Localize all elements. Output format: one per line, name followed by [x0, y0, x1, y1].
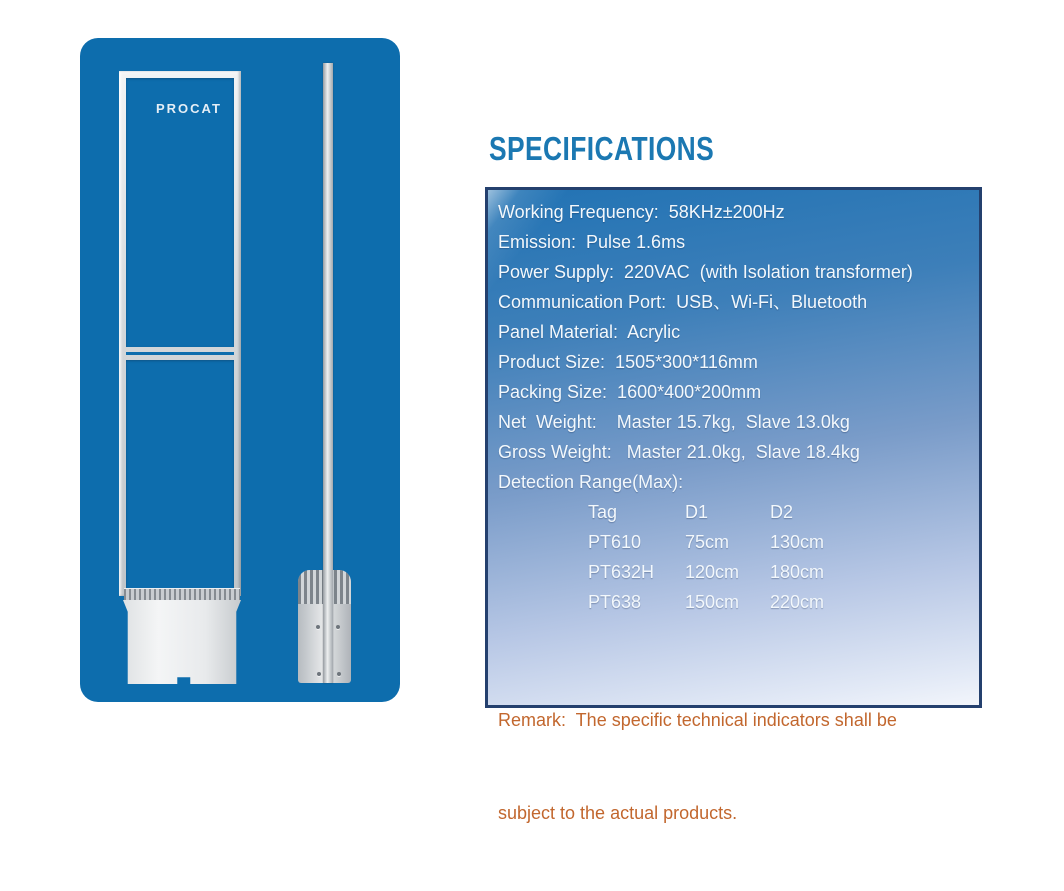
table-row — [588, 557, 973, 587]
remark-text — [498, 643, 973, 891]
screw-icon — [336, 625, 340, 629]
antenna-divider-gap — [126, 352, 234, 355]
table-cell-d1: 120cm — [685, 562, 740, 582]
table-header-row — [588, 497, 973, 527]
table-header-tag: Tag — [588, 502, 618, 522]
table-row — [588, 527, 973, 557]
spec-line-working-frequency: Working Frequency: 58KHz±200Hz — [498, 202, 785, 222]
antenna-front-base — [123, 588, 241, 683]
brand-label: PROCAT — [156, 101, 222, 116]
spec-line-detection-range: Detection Range(Max): — [498, 472, 684, 492]
front-base-vents — [124, 588, 240, 600]
table-cell-tag: PT638 — [588, 592, 642, 612]
product-image-panel — [80, 38, 400, 702]
spec-line-panel-material: Panel Material: Acrylic — [498, 322, 681, 342]
spec-line-power-supply: Power Supply: 220VAC (with Isolation transformer) — [498, 262, 913, 282]
specifications-panel — [485, 187, 982, 823]
antenna-lower-window — [126, 360, 234, 596]
spec-line-net-weight: Net Weight: Master 15.7kg, Slave 13.0kg — [498, 412, 850, 432]
antenna-side-pole — [323, 63, 333, 683]
screw-icon — [337, 672, 341, 676]
detection-range-table — [588, 497, 973, 617]
spec-line-communication-port: Communication Port: USB、Wi-Fi、Bluetooth — [498, 292, 868, 312]
antenna-upper-window — [126, 78, 234, 347]
table-header-d1: D1 — [685, 502, 709, 522]
table-cell-tag: PT632H — [588, 562, 655, 582]
table-row — [588, 587, 973, 617]
table-header-d2: D2 — [770, 502, 794, 522]
table-cell-tag: PT610 — [588, 532, 642, 552]
table-cell-d2: 130cm — [770, 532, 825, 552]
table-cell-d1: 150cm — [685, 592, 740, 612]
spec-line-product-size: Product Size: 1505*300*116mm — [498, 352, 758, 372]
antenna-front-view — [119, 71, 241, 596]
specifications-title: SPECIFICATIONS — [489, 130, 715, 167]
table-cell-d2: 180cm — [770, 562, 825, 582]
remark-line-1: Remark: The specific technical indicators shall be — [498, 710, 897, 730]
spec-line-gross-weight: Gross Weight: Master 21.0kg, Slave 18.4kg — [498, 442, 860, 462]
screw-icon — [316, 625, 320, 629]
front-base-body — [123, 600, 241, 684]
screw-icon — [317, 672, 321, 676]
specifications-content — [488, 190, 979, 891]
spec-line-packing-size: Packing Size: 1600*400*200mm — [498, 382, 762, 402]
remark-line-2: subject to the actual products. — [498, 803, 738, 823]
spec-line-emission: Emission: Pulse 1.6ms — [498, 232, 686, 252]
table-cell-d2: 220cm — [770, 592, 825, 612]
table-cell-d1: 75cm — [685, 532, 730, 552]
